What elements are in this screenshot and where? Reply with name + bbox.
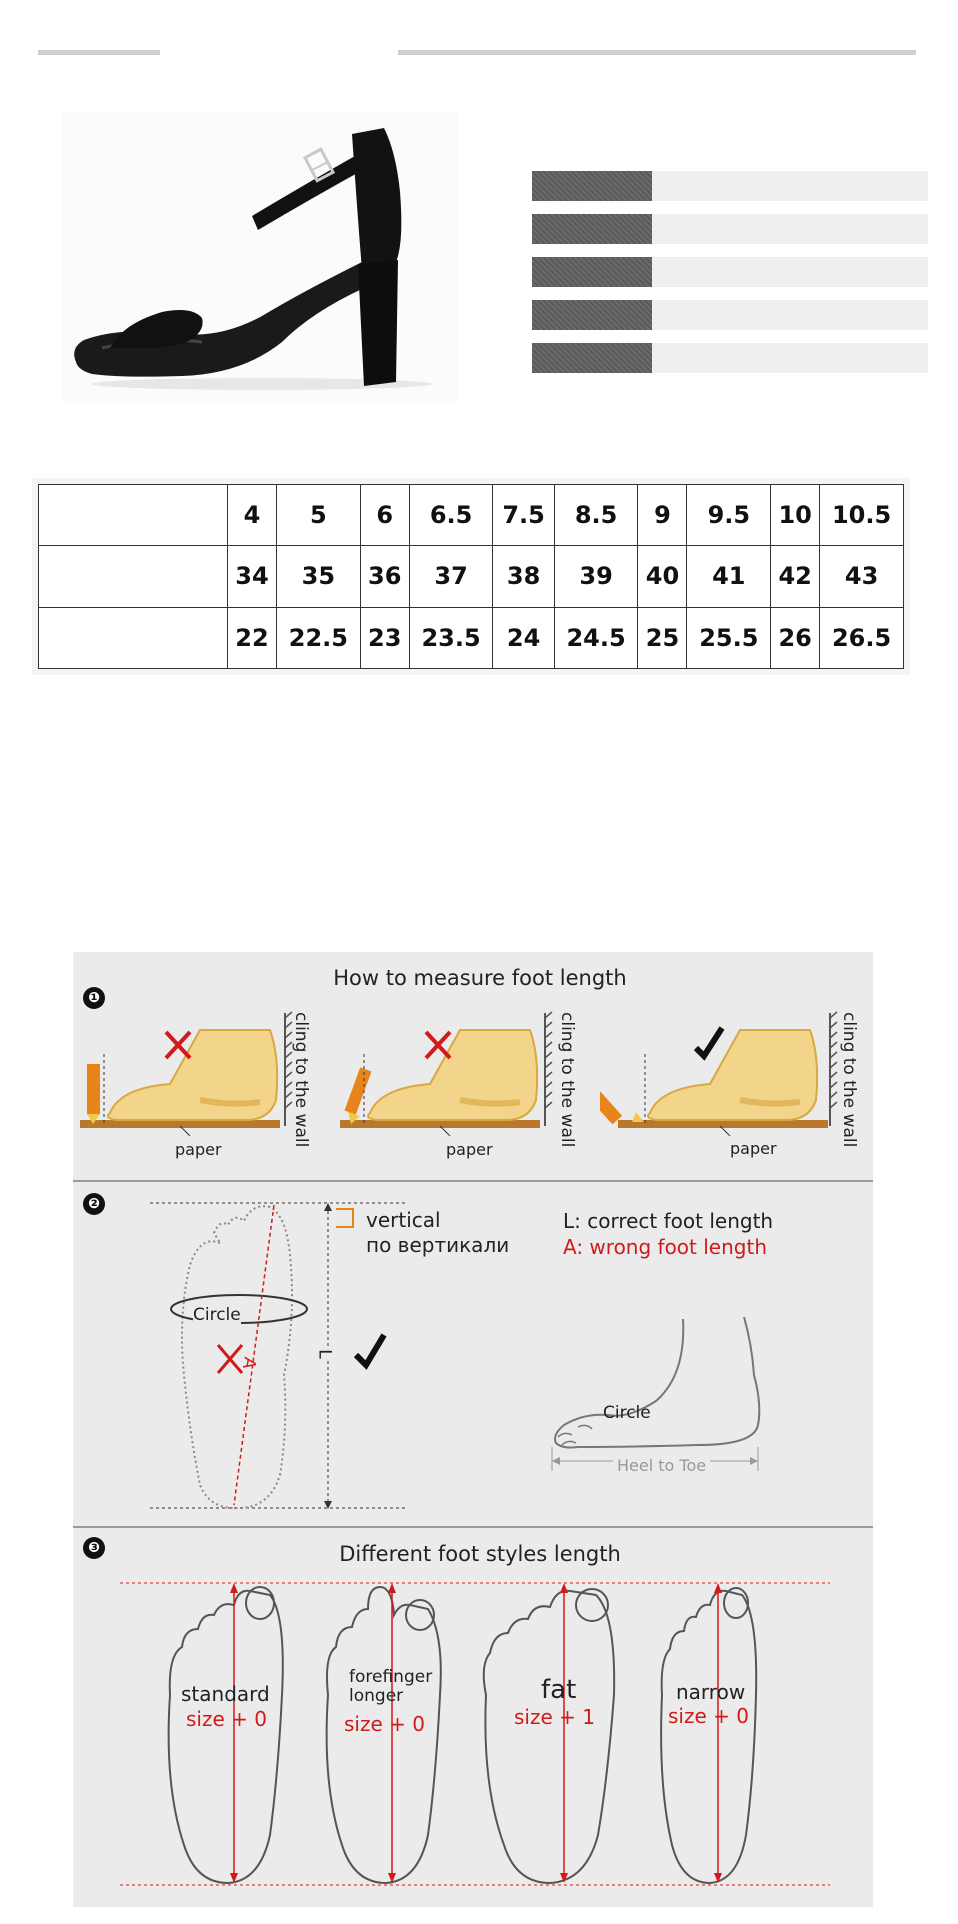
- table-cell: 38: [493, 546, 554, 607]
- table-cell: 8.5: [554, 485, 638, 546]
- table-cell: 26.5: [820, 607, 904, 668]
- foot-outline-side: [548, 1315, 763, 1475]
- spec-row: [532, 300, 928, 330]
- table-cell: 37: [409, 546, 493, 607]
- measure-step-2: [340, 1008, 580, 1158]
- styles-title: Different foot styles length: [339, 1542, 621, 1566]
- section-divider: [73, 1526, 873, 1528]
- heel-to-toe-label: Heel to Toe: [613, 1456, 710, 1475]
- table-cell: 42: [771, 546, 820, 607]
- size-table: [38, 484, 904, 669]
- table-cell: 36: [360, 546, 409, 607]
- spec-row: [532, 171, 928, 201]
- table-cell: 25: [638, 607, 687, 668]
- spec-swatch: [532, 257, 652, 287]
- table-cell: 26: [771, 607, 820, 668]
- foot-styles-illustration: [110, 1575, 840, 1895]
- table-cell: 24.5: [554, 607, 638, 668]
- section-number-1: ❶: [83, 987, 105, 1009]
- style-size-standard: size + 0: [186, 1707, 267, 1731]
- style-name-fat: fat: [541, 1675, 577, 1705]
- table-cell: 35: [277, 546, 361, 607]
- table-row: [39, 546, 904, 607]
- wall-label: cling to the wall: [557, 1012, 577, 1148]
- table-cell: 22.5: [277, 607, 361, 668]
- table-row: [39, 485, 904, 546]
- table-cell: 10: [771, 485, 820, 546]
- table-cell: 34: [228, 546, 277, 607]
- table-cell: 9: [638, 485, 687, 546]
- spec-swatch: [532, 300, 652, 330]
- table-cell: 6.5: [409, 485, 493, 546]
- measure-step-1: [80, 1008, 320, 1158]
- measure-step-3: [600, 1008, 850, 1158]
- spec-row: [532, 257, 928, 287]
- table-cell: 43: [820, 546, 904, 607]
- spec-swatch: [532, 171, 652, 201]
- paper-label: paper: [730, 1139, 777, 1158]
- row-label: [39, 546, 228, 607]
- circle-label: Circle: [193, 1305, 241, 1325]
- table-row: [39, 607, 904, 668]
- sandal-image: [62, 112, 458, 402]
- table-cell: 25.5: [687, 607, 771, 668]
- measure-title: How to measure foot length: [333, 966, 627, 990]
- wall-label: cling to the wall: [291, 1012, 311, 1148]
- table-cell: 40: [638, 546, 687, 607]
- table-cell: 4: [228, 485, 277, 546]
- section-number-2: ❷: [83, 1193, 105, 1215]
- paper-label: paper: [175, 1140, 222, 1159]
- paper-label: paper: [446, 1140, 493, 1159]
- spec-row: [532, 343, 928, 373]
- style-size-forefinger: size + 0: [344, 1712, 425, 1736]
- header-rule-left: [38, 50, 160, 55]
- row-label: [39, 485, 228, 546]
- row-label: [39, 607, 228, 668]
- spec-swatch: [532, 214, 652, 244]
- spec-row: [532, 214, 928, 244]
- table-cell: 23: [360, 607, 409, 668]
- a-mark: A: [237, 1355, 260, 1371]
- vertical-label-en: vertical: [366, 1208, 441, 1232]
- l-mark: L: [314, 1349, 335, 1359]
- table-cell: 6: [360, 485, 409, 546]
- vertical-label-ru: по вертикали: [366, 1233, 510, 1257]
- table-cell: 10.5: [820, 485, 904, 546]
- table-cell: 23.5: [409, 607, 493, 668]
- table-cell: 9.5: [687, 485, 771, 546]
- spec-swatch: [532, 343, 652, 373]
- style-name-longer: longer: [349, 1686, 404, 1706]
- table-cell: 24: [493, 607, 554, 668]
- style-name-narrow: narrow: [676, 1680, 746, 1704]
- style-size-fat: size + 1: [514, 1705, 595, 1729]
- table-cell: 7.5: [493, 485, 554, 546]
- table-cell: 39: [554, 546, 638, 607]
- wall-label: cling to the wall: [839, 1012, 859, 1148]
- wrong-length-text: A: wrong foot length: [563, 1235, 767, 1259]
- circle-label-side: Circle: [603, 1403, 651, 1423]
- table-cell: 41: [687, 546, 771, 607]
- style-name-standard: standard: [181, 1682, 270, 1706]
- correct-length-text: L: correct foot length: [563, 1209, 774, 1233]
- section-divider: [73, 1180, 873, 1182]
- section-number-3: ❸: [83, 1537, 105, 1559]
- table-cell: 5: [277, 485, 361, 546]
- header-rule-right: [398, 50, 916, 55]
- style-name-forefinger: forefinger: [349, 1667, 433, 1687]
- table-cell: 22: [228, 607, 277, 668]
- style-size-narrow: size + 0: [668, 1704, 749, 1728]
